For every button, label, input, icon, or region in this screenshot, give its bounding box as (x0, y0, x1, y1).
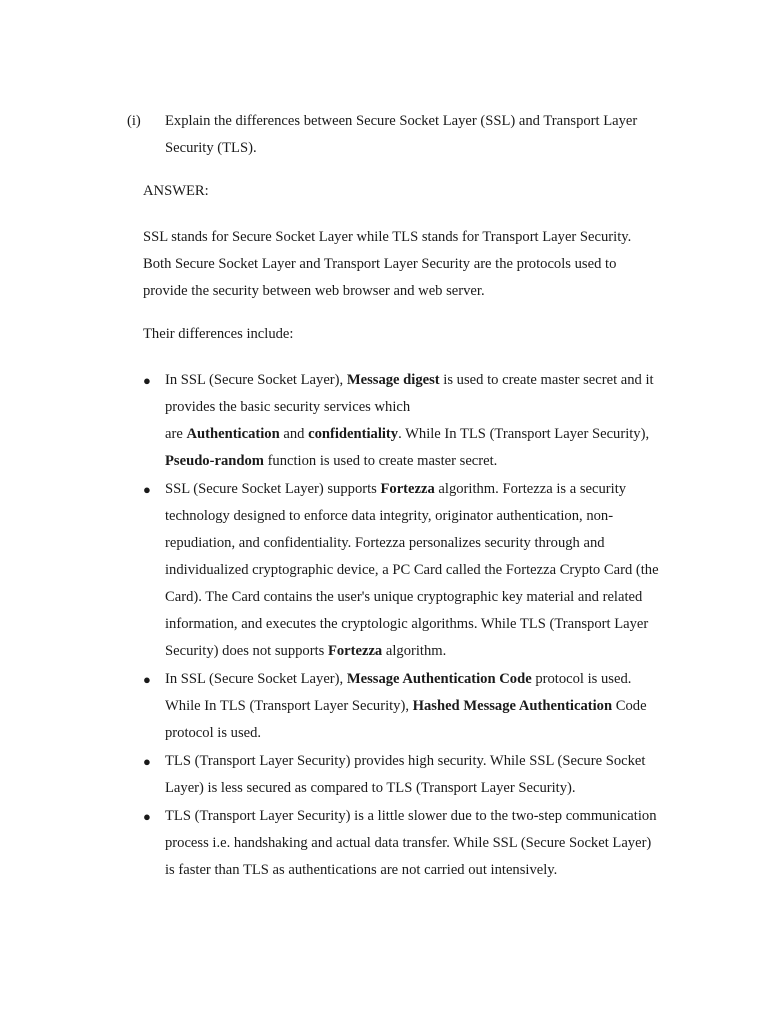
list-item: ● In SSL (Secure Socket Layer), Message digest is used to create master secret and it provides the basic security services which are Authentication and confidentiality. While In TLS (Transport Layer Security), Pseudo-random function is used to create master secret. (0, 367, 662, 475)
bold-term: Message Authentication Code (346, 671, 532, 687)
bold-term: Pseudo-random (165, 453, 264, 469)
bullet-icon: ● (143, 482, 151, 497)
intro-paragraph: SSL stands for Secure Socket Layer while TLS stands for Transport Layer Security. Both Secure Socket Layer and Transport Layer Security are the protocols used to provide the security between web browser and web server. (143, 229, 632, 299)
differences-list (0, 367, 662, 885)
list-item: ● TLS (Transport Layer Security) is a little slower due to the two-step communication process i.e. handshaking and actual data transfer. While SSL (Secure Socket Layer) is faster than TLS as authentications are not carried out intensively. (0, 803, 662, 884)
bullet-icon: ● (143, 754, 151, 769)
bullet-icon: ● (143, 672, 151, 687)
bold-term: Fortezza (327, 643, 383, 659)
list-item: ● SSL (Secure Socket Layer) supports Fortezza algorithm. Fortezza is a security technology designed to enforce data integrity, originator authentication, non-repudiation, and confidentiality. Fortezza personalizes security through and individualized cryptographic device, a PC Card called the Fortezza Crypto Card (the Card). The Card contains the user's unique cryptographic key material and related information, and executes the cryptologic algorithms. While TLS (Transport Layer Security) does not supports Fortezza algorithm. (0, 476, 662, 665)
differences-heading: Their differences include: (143, 326, 294, 342)
list-item: ● In SSL (Secure Socket Layer), Message Authentication Code protocol is used. While In TLS (Transport Layer Security), Hashed Message Authentication Code protocol is used. (0, 666, 662, 747)
bold-term: Message digest (346, 372, 440, 388)
list-item: ● TLS (Transport Layer Security) provides high security. While SSL (Secure Socket Layer) is less secured as compared to TLS (Transport Layer Security). (0, 748, 662, 802)
bold-term: Fortezza (380, 481, 435, 497)
answer-label: ANSWER: (143, 183, 209, 199)
bullet-icon: ● (143, 373, 151, 388)
question-number: (i) (127, 113, 141, 129)
question-text: Explain the differences between Secure Socket Layer (SSL) and Transport Layer Security (TLS). (165, 113, 638, 156)
bullet-icon: ● (143, 809, 151, 824)
bold-term: confidentiality (308, 426, 399, 442)
bold-term: Hashed Message Authentication (412, 698, 613, 714)
bold-term: Authentication (186, 426, 280, 442)
